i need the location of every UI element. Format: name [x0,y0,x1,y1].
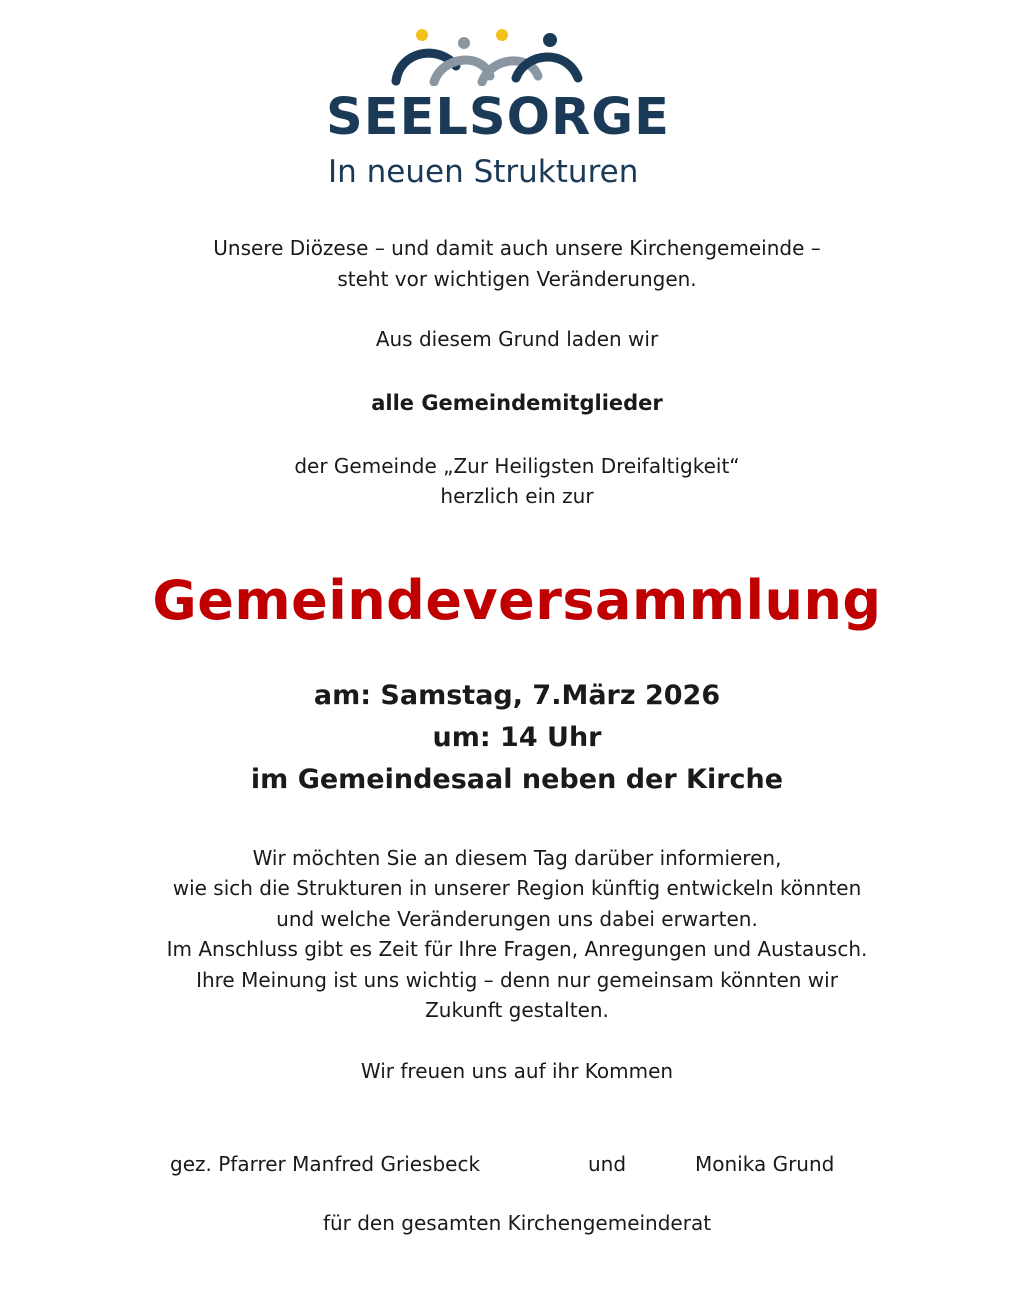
intro-line-5: herzlich ein zur [440,484,594,508]
intro-line-3: Aus diesem Grund laden wir [375,327,659,351]
people-logo-icon [390,26,590,86]
intro-line-2: steht vor wichtigen Veränderungen. [337,267,697,291]
signature-row [0,1150,1034,1180]
on-behalf-line: für den gesamten Kirchengemeinderat [322,1211,712,1235]
event-title: Gemeindeversammlung [152,569,882,632]
closing-line: Wir freuen uns auf ihr Kommen [360,1059,674,1083]
audience-line: alle Gemeindemitglieder [371,391,663,415]
body-line: Zukunft gestalten. [425,998,609,1022]
body-line: Ihre Meinung ist uns wichtig – denn nur gemeinsam könnten wir [196,968,838,992]
logo-subtitle: In neuen Strukturen [328,154,639,190]
event-place: im Gemeindesaal neben der Kirche [250,764,784,795]
signer-council: Monika Grund [695,1152,835,1176]
body-line: Im Anschluss gibt es Zeit für Ihre Fragen, Anregungen und Austausch. [166,937,868,961]
event-date: am: Samstag, 7.März 2026 [313,680,721,711]
intro-line-4: der Gemeinde „Zur Heiligsten Dreifaltigkeit“ [294,454,740,478]
logo-title: SEELSORGE [326,88,670,147]
signer-pastor: gez. Pfarrer Manfred Griesbeck [170,1152,481,1176]
seelsorge-logo [326,26,670,196]
body-line: und welche Veränderungen uns dabei erwarten. [276,907,758,931]
intro-line-1: Unsere Diözese – und damit auch unsere Kirchengemeinde – [213,236,821,260]
body-line: wie sich die Strukturen in unserer Region künftig entwickeln könnten [172,876,862,900]
body-line: Wir möchten Sie an diesem Tag darüber informieren, [252,846,782,870]
signature-conjunction: und [588,1152,627,1176]
event-time: um: 14 Uhr [432,722,602,753]
